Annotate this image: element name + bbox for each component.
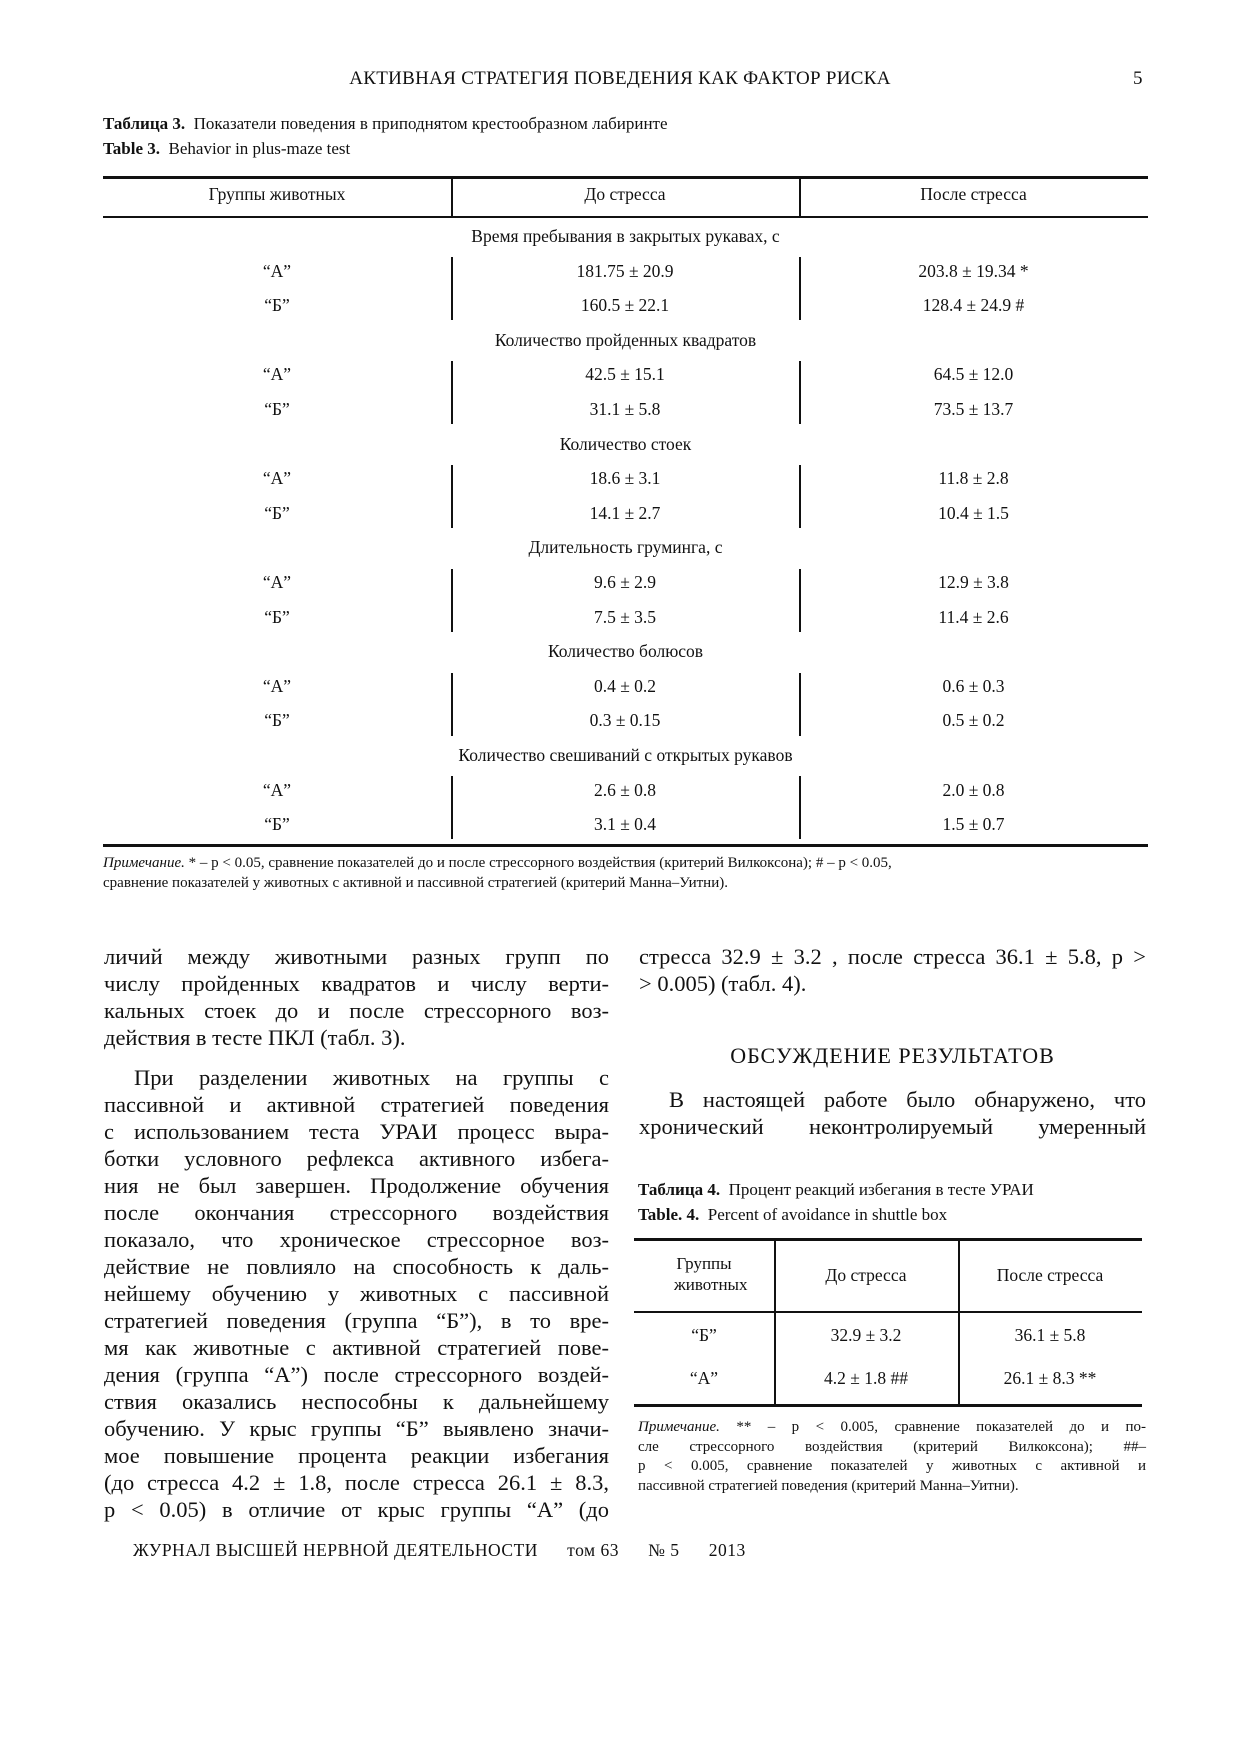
table-cell: 26.1 ± 8.3 ** [1003,1368,1097,1388]
column-header: После стресса [920,184,1027,204]
table-cell: 36.1 ± 5.8 [1014,1325,1086,1345]
table-cell: 0.6 ± 0.3 [942,675,1005,696]
column-divider [451,673,453,736]
table-cell: “А” [262,468,292,489]
section-title: Время пребывания в закрытых рукавах, с [471,226,780,246]
paragraph [639,943,1146,997]
text-line: В настоящей работе было обнаружено, что [669,1087,1146,1112]
table-cell: “А” [262,779,292,800]
table-cell: “Б” [264,502,290,523]
table-bottom-rule [103,844,1148,847]
table3-note [103,853,1153,893]
column-divider [799,569,801,632]
note-label: Примечание. [638,1419,720,1435]
table-cell: 128.4 ± 24.9 # [922,295,1025,316]
text-line: хронический неконтролируемый умеренный [639,1114,1146,1139]
caption-label: Table 3. [103,139,161,158]
text-line: пассивной и активной стратегией поведения [104,1092,609,1117]
table-cell: 73.5 ± 13.7 [933,399,1014,419]
column-divider [451,361,453,424]
table-cell: 14.1 ± 2.7 [589,502,661,523]
table-cell: 42.5 ± 15.1 [585,364,665,385]
text-line: кальных стоек до и после стрессорного воз- [104,998,609,1023]
year: 2013 [708,1540,746,1560]
header-bottom-rule [103,216,1148,218]
page-number: 5 [1133,68,1143,89]
column-header: До стресса [825,1265,907,1285]
column-divider [799,776,801,839]
text-line: числу пройденных квадратов и числу верти- [104,971,609,996]
column-divider [799,673,801,736]
text-line: с использованием теста УРАИ процесс выра- [104,1119,609,1144]
table-cell: 3.1 ± 0.4 [593,814,657,835]
text-line: ботки условного рефлекса активного избега- [104,1146,609,1171]
table-cell: 32.9 ± 3.2 [830,1325,902,1345]
table-cell: “Б” [691,1325,717,1345]
text-line: действия в тесте ПКЛ (табл. 3). [104,1025,406,1050]
table3-caption-en [103,139,350,159]
column-divider [799,257,801,320]
caption-text: Percent of avoidance in shuttle box [707,1205,948,1224]
text-line: ствия оказались неспособны к дальнейшему [104,1389,609,1414]
table-cell: 2.6 ± 0.8 [593,779,657,800]
note-line: p < 0.005, сравнение показателей у животных с активной и [638,1458,1146,1475]
text-line: после окончания стрессорного воздействия [104,1200,609,1225]
section-title: Количество свешиваний с открытых рукавов [458,745,793,765]
note-line: * – p < 0.05, сравнение показателей до и после стрессорного воздействия (критерий Вилкоксона); # – p < 0.05, [188,855,892,871]
column-divider [451,465,453,528]
table-cell: 203.8 ± 19.34 * [918,260,1029,281]
note-line: ** – p < 0.005, сравнение показателей до и по- [736,1419,1146,1435]
text-line: обучению. У крыс группы “Б” выявлено значи- [104,1416,609,1441]
table4-caption-en [638,1205,947,1225]
column-header: До стресса [584,184,666,204]
table-cell: 1.5 ± 0.7 [942,814,1005,835]
text-line: (до стресса 4.2 ± 1.8, после стресса 26.1 ± 8.3, [104,1470,609,1495]
text-line: стратегией поведения (группа “Б”), в то вре- [104,1308,609,1333]
section-title: Длительность груминга, с [528,537,723,558]
table-cell: 7.5 ± 3.5 [593,606,657,627]
table-cell: “Б” [264,710,290,731]
caption-label: Таблица 3. [103,114,186,133]
text-line: дения (группа “А”) после стрессорного воздей- [104,1362,609,1387]
caption-text: Behavior in plus-maze test [168,139,351,158]
text-line: ния не был завершен. Продолжение обучения [104,1173,609,1198]
caption-text: Процент реакций избегания в тесте УРАИ [728,1180,1034,1199]
table3-caption-ru [103,114,668,134]
note-line: сравнение показателей у животных с активной и пассивной стратегией (критерий Манна–Уитни). [103,875,728,891]
table-cell: “Б” [264,606,290,627]
caption-text: Показатели поведения в приподнятом крестообразном лабиринте [193,114,668,133]
column-divider [799,465,801,528]
right-column-para [639,1086,1146,1140]
table-cell: 0.4 ± 0.2 [593,675,657,696]
note-line: сле стрессорного воздействия (критерий Вилкоксона); ##– [638,1438,1146,1455]
table-top-rule [103,176,1148,179]
section-title: Количество пройденных квадратов [494,329,757,350]
table-cell: “А” [262,675,292,696]
table-cell: 12.9 ± 3.8 [938,572,1009,592]
table-cell: 4.2 ± 1.8 ## [824,1368,908,1388]
note-label: Примечание. [103,855,185,871]
text-line: нейшему обучению у животных с пассивной [104,1281,609,1306]
column-header: Группы животных [208,184,346,204]
paragraph [104,1064,609,1523]
note-line: пассивной стратегией поведения (критерий Манна–Уитни). [638,1478,1019,1495]
table-cell: 0.3 ± 0.15 [589,710,661,731]
text-line: > 0.005) (табл. 4). [639,971,807,996]
table-cell: 181.75 ± 20.9 [576,260,674,281]
table-cell: 2.0 ± 0.8 [942,779,1005,800]
column-header: Группы животных [674,1254,748,1294]
column-divider [451,569,453,632]
section-title: Количество болюсов [547,641,704,662]
section-heading: ОБСУЖДЕНИЕ РЕЗУЛЬТАТОВ [730,1043,1055,1068]
table-cell: “А” [689,1368,719,1388]
column-divider [799,361,801,424]
table4-note [638,1418,1146,1497]
text-line: мое повышение процента реакции избегания [104,1443,609,1468]
table-cell: 11.4 ± 2.6 [938,606,1009,627]
paragraph [104,943,609,1051]
table-cell: “А” [262,572,292,592]
journal-name: ЖУРНАЛ ВЫСШЕЙ НЕРВНОЙ ДЕЯТЕЛЬНОСТИ [133,1540,538,1560]
table-cell: 9.6 ± 2.9 [593,572,657,592]
journal-footer [133,1540,746,1561]
table-cell: “Б” [264,295,290,316]
header-bottom-rule [634,1311,1142,1313]
text-line: При разделении животных на группы с [134,1065,609,1090]
text-line: личий между животными разных групп по [104,944,609,969]
table-cell: 18.6 ± 3.1 [589,468,661,489]
table-bottom-rule [634,1404,1142,1407]
running-head: АКТИВНАЯ СТРАТЕГИЯ ПОВЕДЕНИЯ КАК ФАКТОР РИСКА [349,68,891,89]
table-top-rule [634,1238,1142,1241]
text-line: мя как животные с активной стратегией пове- [104,1335,609,1360]
paragraph [639,1086,1146,1140]
column-divider [451,776,453,839]
table-cell: 0.5 ± 0.2 [942,710,1005,731]
column-header: После стресса [996,1265,1104,1285]
table-cell: “А” [262,364,292,385]
text-line: показало, что хроническое стрессорное воз- [104,1227,609,1252]
table4-caption-ru [638,1180,1034,1200]
caption-label: Table. 4. [638,1205,700,1224]
volume: том 63 [567,1540,619,1560]
table-cell: “Б” [264,399,290,419]
column-divider [451,257,453,320]
text-line: стресса 32.9 ± 3.2 , после стресса 36.1 ± 5.8, p > [639,944,1146,969]
text-line: действие не повлияло на способность к даль- [104,1254,609,1279]
table-cell: 31.1 ± 5.8 [589,399,661,419]
table-cell: “Б” [264,814,290,835]
right-column [639,943,1146,997]
section-title: Количество стоек [559,433,692,454]
issue: № 5 [648,1540,680,1560]
table-cell: 11.8 ± 2.8 [938,468,1009,489]
table-cell: 64.5 ± 12.0 [933,364,1014,385]
table-cell: 10.4 ± 1.5 [938,502,1009,523]
left-column [104,943,609,1523]
table-cell: “А” [262,260,292,281]
caption-label: Таблица 4. [638,1180,721,1199]
text-line: p < 0.05) в отличие от крыс группы “А” (до [104,1497,609,1522]
table-cell: 160.5 ± 22.1 [580,295,670,316]
